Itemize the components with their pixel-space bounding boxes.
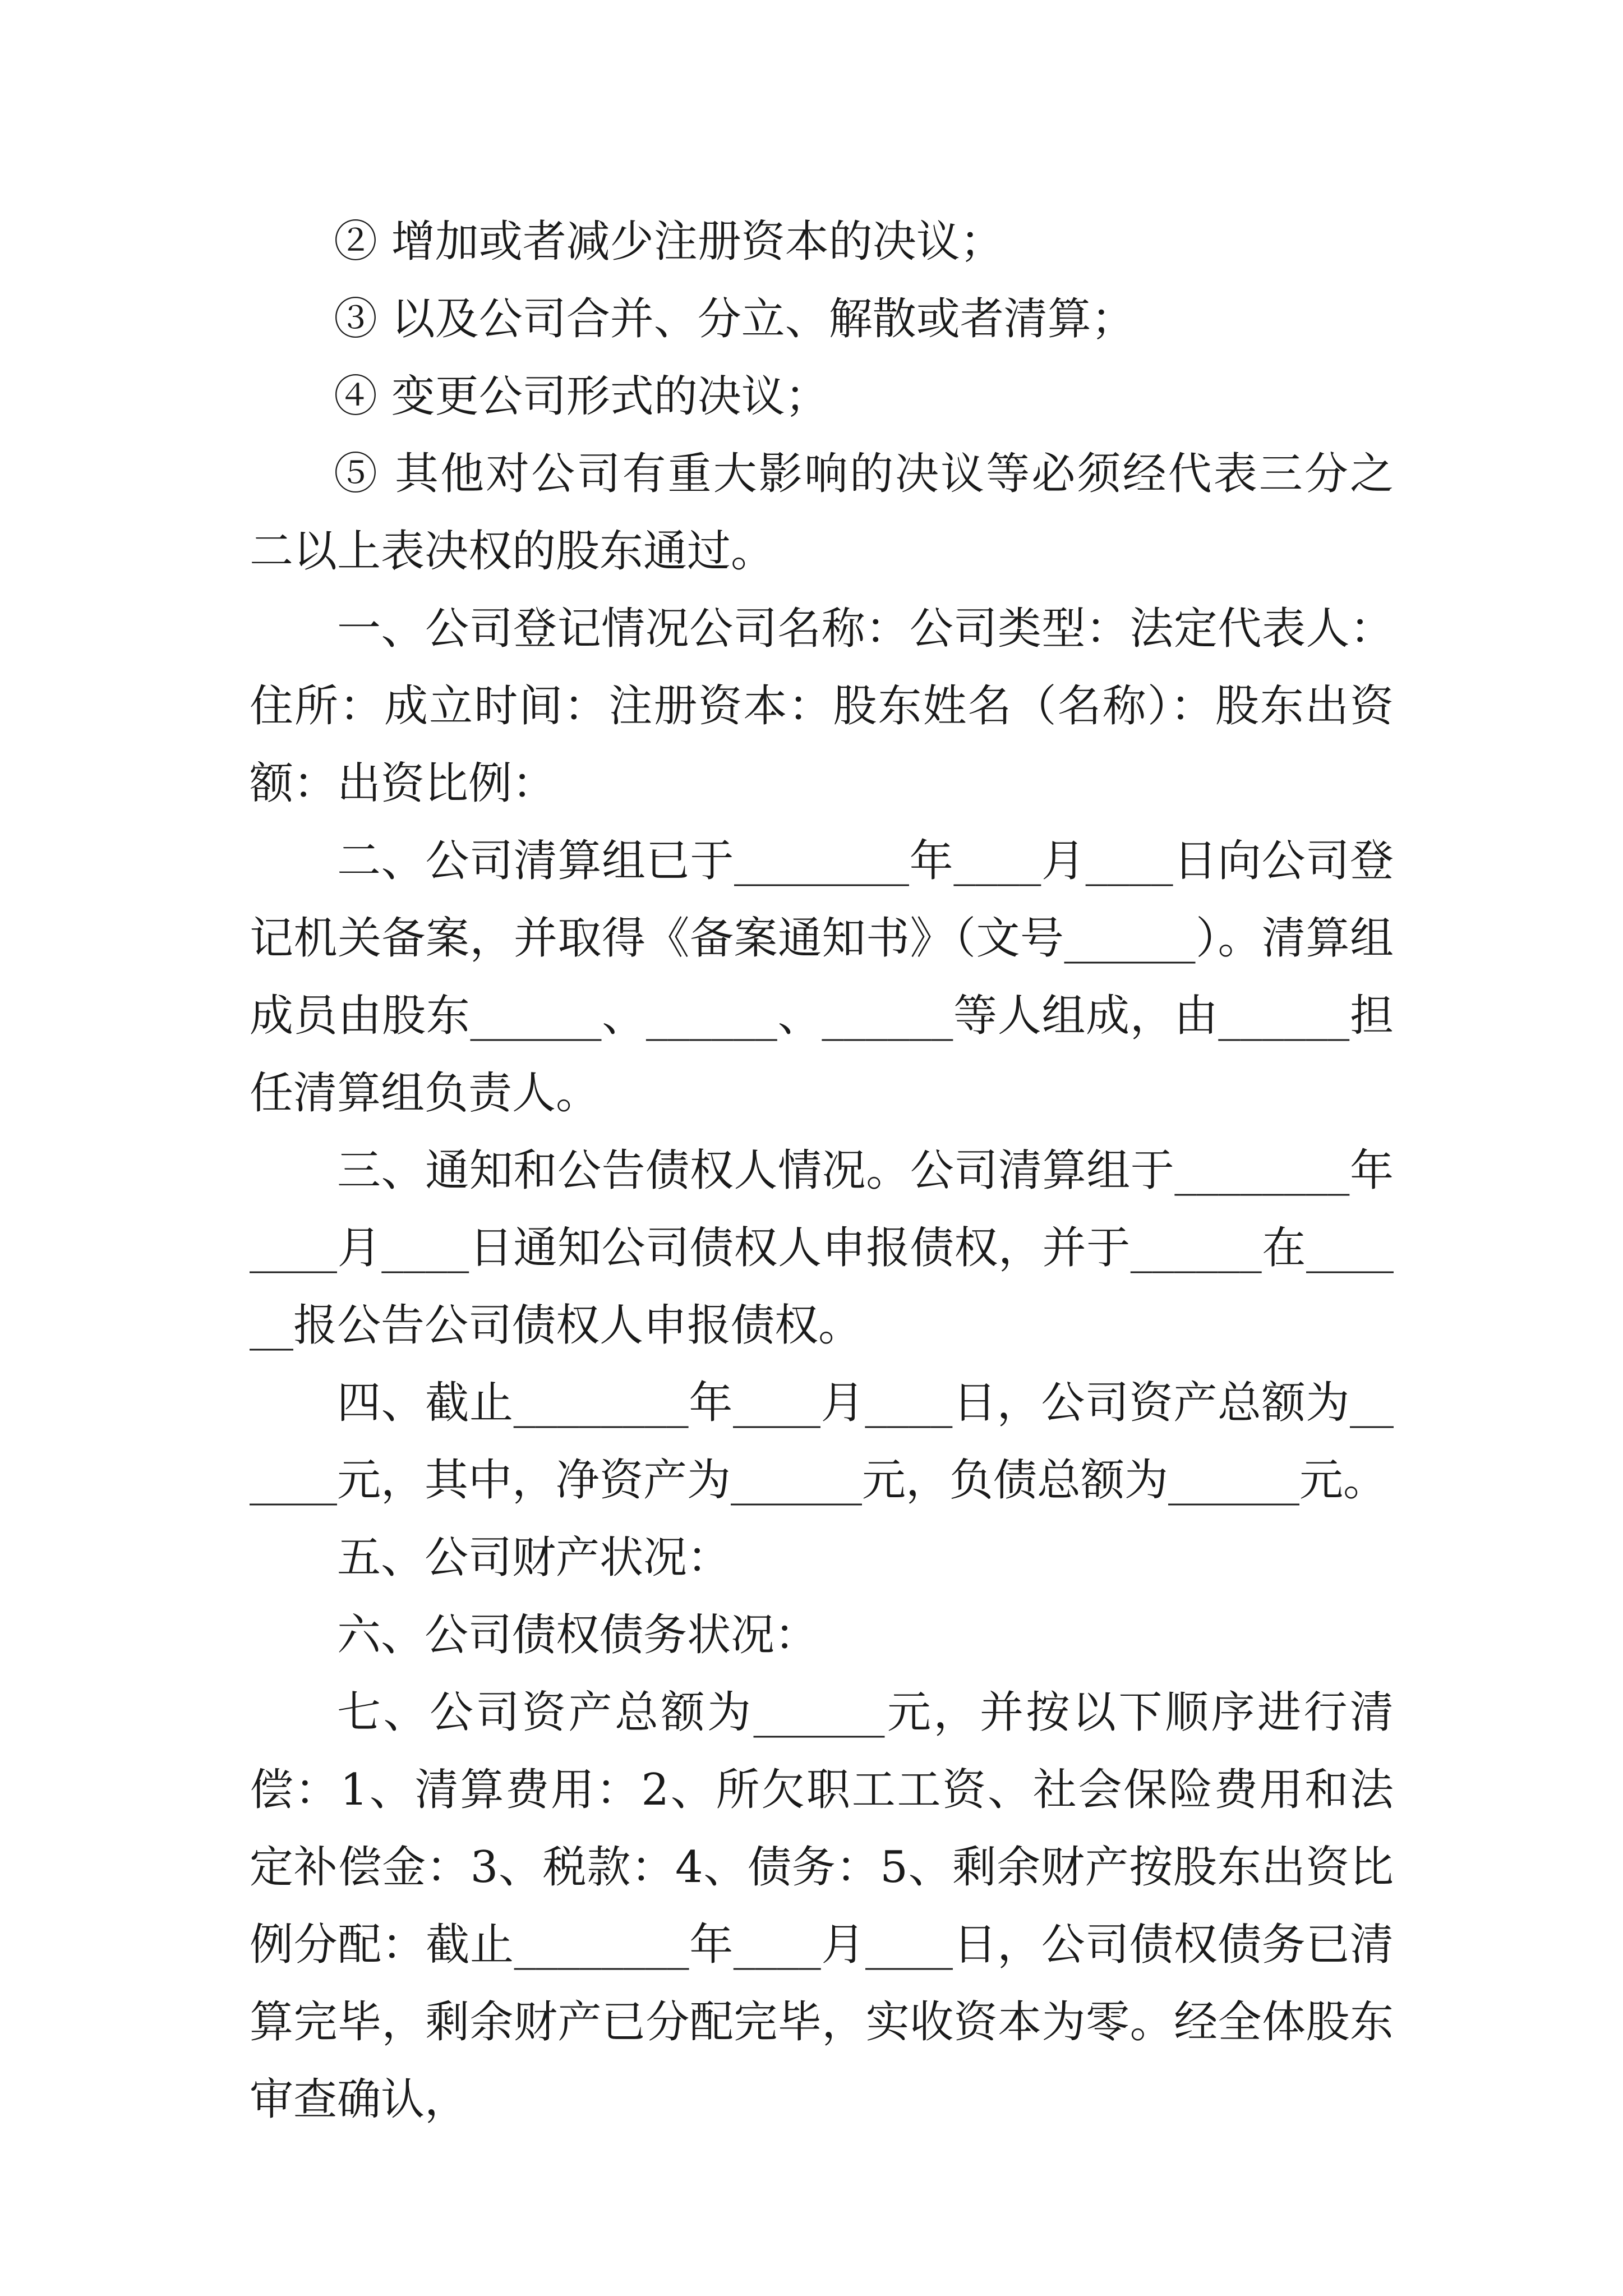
section-debt-status: 六、公司债权债务状况： — [337, 1610, 819, 1660]
section-liquidation-group: 二、公司清算组已于________年____月____日向公司登记机关备案，并取得《备案通知书》（文号______）。清算组成员由股东______、______、______等人组成，由______担任清算组负责人。 — [250, 836, 1394, 1119]
section-company-registration: 一、公司登记情况公司名称：公司类型：法定代表人：住所：成立时间：注册资本：股东姓名（名称）：股东出资额：出资比例： — [250, 604, 1394, 809]
document-body — [250, 203, 1394, 2138]
resolution-item-5: ⑤ 其他对公司有重大影响的决议等必须经代表三分之二以上表决权的股东通过。 — [250, 449, 1394, 577]
section-creditor-notice: 三、通知和公告债权人情况。公司清算组于________年____月____日通知公司债权人申报债权，并于______在______报公告公司债权人申报债权。 — [250, 1145, 1394, 1351]
section-settlement-order: 七、公司资产总额为______元，并按以下顺序进行清偿：1、清算费用：2、所欠职工工资、社会保险费用和法定补偿金：3、税款：4、债务：5、剩余财产按股东出资比例分配：截止________年____月____日，公司债权债务已清算完毕，剩余财产已分配完毕，实收资本为零。经全体股东审查确认， — [250, 1687, 1394, 2125]
resolution-item-4: ④ 变更公司形式的决议； — [334, 371, 829, 422]
section-asset-summary: 四、截止________年____月____日，公司资产总额为______元，其中，净资产为______元，负债总额为______元。 — [250, 1378, 1394, 1506]
resolution-item-3: ③ 以及公司合并、分立、解散或者清算； — [334, 294, 1135, 344]
resolution-item-2: ② 增加或者减少注册资本的决议； — [334, 217, 1004, 267]
section-property-status: 五、公司财产状况： — [337, 1533, 731, 1583]
